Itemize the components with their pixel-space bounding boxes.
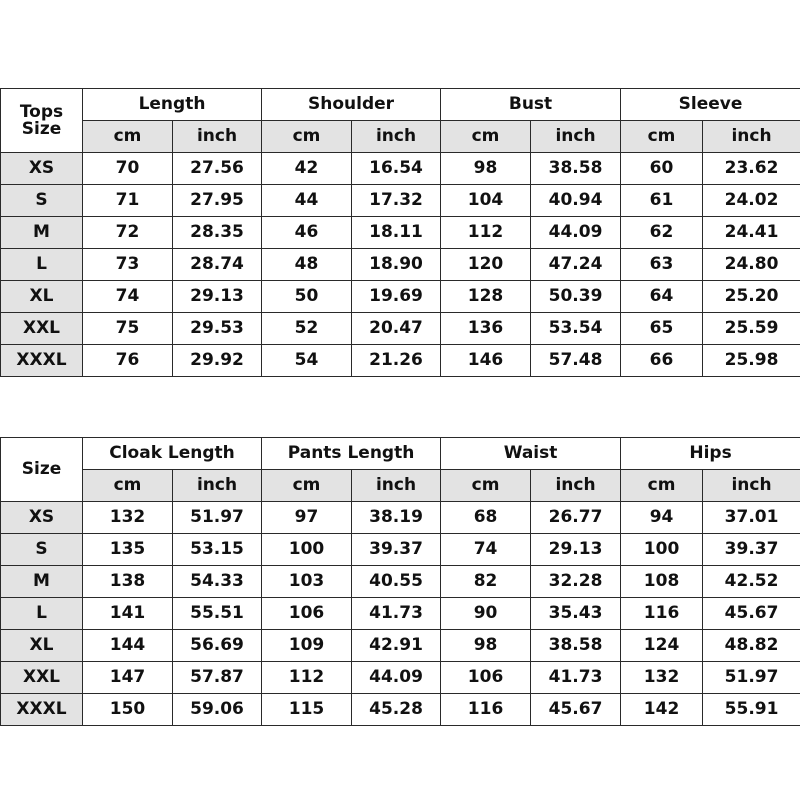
measurement-cell: 144 xyxy=(83,630,173,662)
size-label-cell: XXL xyxy=(1,662,83,694)
measurement-cell: 52 xyxy=(262,313,352,345)
measurement-cell: 71 xyxy=(83,185,173,217)
measurement-cell: 27.95 xyxy=(173,185,262,217)
table-row xyxy=(1,345,800,377)
measurement-cell: 24.80 xyxy=(703,249,800,281)
measurement-cell: 40.55 xyxy=(352,566,441,598)
measurement-cell: 55.91 xyxy=(703,694,800,726)
unit-header: cm xyxy=(83,121,173,153)
measurement-cell: 28.74 xyxy=(173,249,262,281)
measurement-cell: 53.54 xyxy=(531,313,621,345)
measurement-cell: 108 xyxy=(621,566,703,598)
measurement-cell: 24.02 xyxy=(703,185,800,217)
unit-header-row xyxy=(1,121,800,153)
size-label-cell: XL xyxy=(1,281,83,313)
measurement-cell: 39.37 xyxy=(352,534,441,566)
group-header-row xyxy=(1,89,800,121)
measurement-cell: 142 xyxy=(621,694,703,726)
measurement-cell: 35.43 xyxy=(531,598,621,630)
measurement-cell: 100 xyxy=(621,534,703,566)
table-row xyxy=(1,502,800,534)
unit-header: cm xyxy=(441,121,531,153)
measurement-cell: 25.98 xyxy=(703,345,800,377)
corner-header: Size xyxy=(1,438,83,502)
size-label-cell: XXL xyxy=(1,313,83,345)
measurement-cell: 57.48 xyxy=(531,345,621,377)
measurement-cell: 115 xyxy=(262,694,352,726)
measurement-cell: 53.15 xyxy=(173,534,262,566)
measurement-cell: 106 xyxy=(262,598,352,630)
table-row xyxy=(1,313,800,345)
size-label-cell: XS xyxy=(1,502,83,534)
unit-header: inch xyxy=(352,121,441,153)
measurement-cell: 60 xyxy=(621,153,703,185)
unit-header: cm xyxy=(441,470,531,502)
unit-header: cm xyxy=(621,470,703,502)
group-header: Length xyxy=(83,89,262,121)
unit-header: inch xyxy=(531,121,621,153)
measurement-cell: 28.35 xyxy=(173,217,262,249)
measurement-cell: 32.28 xyxy=(531,566,621,598)
measurement-cell: 44.09 xyxy=(531,217,621,249)
measurement-cell: 74 xyxy=(441,534,531,566)
measurement-cell: 141 xyxy=(83,598,173,630)
unit-header: cm xyxy=(621,121,703,153)
measurement-cell: 38.58 xyxy=(531,153,621,185)
table-row xyxy=(1,534,800,566)
measurement-cell: 124 xyxy=(621,630,703,662)
measurement-cell: 112 xyxy=(262,662,352,694)
table-body xyxy=(1,502,800,726)
size-label-cell: S xyxy=(1,185,83,217)
measurement-cell: 45.28 xyxy=(352,694,441,726)
measurement-cell: 51.97 xyxy=(173,502,262,534)
measurement-cell: 65 xyxy=(621,313,703,345)
group-header: Pants Length xyxy=(262,438,441,470)
measurement-cell: 76 xyxy=(83,345,173,377)
measurement-cell: 55.51 xyxy=(173,598,262,630)
measurement-cell: 50.39 xyxy=(531,281,621,313)
table-row xyxy=(1,694,800,726)
unit-header: inch xyxy=(352,470,441,502)
measurement-cell: 100 xyxy=(262,534,352,566)
measurement-cell: 70 xyxy=(83,153,173,185)
unit-header: inch xyxy=(703,470,800,502)
measurement-cell: 132 xyxy=(621,662,703,694)
measurement-cell: 57.87 xyxy=(173,662,262,694)
measurement-cell: 132 xyxy=(83,502,173,534)
group-header: Waist xyxy=(441,438,621,470)
table-row xyxy=(1,566,800,598)
table-row xyxy=(1,153,800,185)
measurement-cell: 74 xyxy=(83,281,173,313)
measurement-cell: 27.56 xyxy=(173,153,262,185)
measurement-cell: 29.13 xyxy=(531,534,621,566)
measurement-cell: 68 xyxy=(441,502,531,534)
measurement-cell: 44 xyxy=(262,185,352,217)
measurement-cell: 29.13 xyxy=(173,281,262,313)
measurement-cell: 82 xyxy=(441,566,531,598)
measurement-cell: 59.06 xyxy=(173,694,262,726)
table-row xyxy=(1,281,800,313)
measurement-cell: 73 xyxy=(83,249,173,281)
measurement-cell: 38.19 xyxy=(352,502,441,534)
measurement-cell: 26.77 xyxy=(531,502,621,534)
size-label-cell: XXXL xyxy=(1,345,83,377)
measurement-cell: 19.69 xyxy=(352,281,441,313)
measurement-cell: 109 xyxy=(262,630,352,662)
corner-header xyxy=(1,89,83,153)
measurement-cell: 147 xyxy=(83,662,173,694)
measurement-cell: 61 xyxy=(621,185,703,217)
measurement-cell: 25.59 xyxy=(703,313,800,345)
measurement-cell: 116 xyxy=(441,694,531,726)
measurement-cell: 104 xyxy=(441,185,531,217)
measurement-cell: 45.67 xyxy=(703,598,800,630)
measurement-cell: 138 xyxy=(83,566,173,598)
measurement-cell: 16.54 xyxy=(352,153,441,185)
measurement-cell: 29.92 xyxy=(173,345,262,377)
measurement-cell: 72 xyxy=(83,217,173,249)
measurement-cell: 37.01 xyxy=(703,502,800,534)
measurement-cell: 25.20 xyxy=(703,281,800,313)
measurement-cell: 54.33 xyxy=(173,566,262,598)
measurement-cell: 106 xyxy=(441,662,531,694)
measurement-cell: 103 xyxy=(262,566,352,598)
size-label-cell: L xyxy=(1,598,83,630)
measurement-cell: 40.94 xyxy=(531,185,621,217)
measurement-cell: 135 xyxy=(83,534,173,566)
measurement-cell: 136 xyxy=(441,313,531,345)
unit-header: cm xyxy=(262,121,352,153)
size-label-cell: L xyxy=(1,249,83,281)
unit-header: cm xyxy=(262,470,352,502)
size-label-cell: XXXL xyxy=(1,694,83,726)
corner-label-line-2: Size xyxy=(21,118,62,139)
measurement-cell: 64 xyxy=(621,281,703,313)
size-label-cell: M xyxy=(1,566,83,598)
measurement-cell: 120 xyxy=(441,249,531,281)
measurement-cell: 38.58 xyxy=(531,630,621,662)
measurement-cell: 20.47 xyxy=(352,313,441,345)
table-row xyxy=(1,662,800,694)
table-row xyxy=(1,630,800,662)
measurement-cell: 50 xyxy=(262,281,352,313)
unit-header: inch xyxy=(703,121,800,153)
size-label-cell: M xyxy=(1,217,83,249)
measurement-cell: 56.69 xyxy=(173,630,262,662)
table-row xyxy=(1,185,800,217)
size-label-cell: XL xyxy=(1,630,83,662)
measurement-cell: 66 xyxy=(621,345,703,377)
measurement-cell: 75 xyxy=(83,313,173,345)
table-row xyxy=(1,217,800,249)
measurement-cell: 42.52 xyxy=(703,566,800,598)
measurement-cell: 146 xyxy=(441,345,531,377)
table-row xyxy=(1,249,800,281)
measurement-cell: 44.09 xyxy=(352,662,441,694)
tops-size-table xyxy=(0,88,800,377)
measurement-cell: 48 xyxy=(262,249,352,281)
measurement-cell: 39.37 xyxy=(703,534,800,566)
size-label-cell: XS xyxy=(1,153,83,185)
bottoms-size-table xyxy=(0,437,800,726)
group-header: Sleeve xyxy=(621,89,800,121)
measurement-cell: 21.26 xyxy=(352,345,441,377)
measurement-cell: 18.11 xyxy=(352,217,441,249)
measurement-cell: 98 xyxy=(441,153,531,185)
measurement-cell: 90 xyxy=(441,598,531,630)
unit-header: inch xyxy=(173,121,262,153)
measurement-cell: 112 xyxy=(441,217,531,249)
measurement-cell: 45.67 xyxy=(531,694,621,726)
group-header: Cloak Length xyxy=(83,438,262,470)
measurement-cell: 42.91 xyxy=(352,630,441,662)
measurement-cell: 41.73 xyxy=(352,598,441,630)
measurement-cell: 150 xyxy=(83,694,173,726)
measurement-cell: 41.73 xyxy=(531,662,621,694)
measurement-cell: 51.97 xyxy=(703,662,800,694)
corner-label-line-1: Tops xyxy=(19,101,64,122)
size-label-cell: S xyxy=(1,534,83,566)
table-row xyxy=(1,598,800,630)
group-header: Hips xyxy=(621,438,800,470)
unit-header: cm xyxy=(83,470,173,502)
measurement-cell: 97 xyxy=(262,502,352,534)
measurement-cell: 63 xyxy=(621,249,703,281)
measurement-cell: 42 xyxy=(262,153,352,185)
group-header-row xyxy=(1,438,800,470)
measurement-cell: 47.24 xyxy=(531,249,621,281)
measurement-cell: 94 xyxy=(621,502,703,534)
unit-header: inch xyxy=(173,470,262,502)
measurement-cell: 54 xyxy=(262,345,352,377)
measurement-cell: 62 xyxy=(621,217,703,249)
measurement-cell: 23.62 xyxy=(703,153,800,185)
measurement-cell: 24.41 xyxy=(703,217,800,249)
group-header: Bust xyxy=(441,89,621,121)
unit-header-row xyxy=(1,470,800,502)
table-body xyxy=(1,153,800,377)
group-header: Shoulder xyxy=(262,89,441,121)
measurement-cell: 18.90 xyxy=(352,249,441,281)
measurement-cell: 17.32 xyxy=(352,185,441,217)
measurement-cell: 46 xyxy=(262,217,352,249)
measurement-cell: 128 xyxy=(441,281,531,313)
measurement-cell: 29.53 xyxy=(173,313,262,345)
measurement-cell: 98 xyxy=(441,630,531,662)
unit-header: inch xyxy=(531,470,621,502)
measurement-cell: 116 xyxy=(621,598,703,630)
measurement-cell: 48.82 xyxy=(703,630,800,662)
